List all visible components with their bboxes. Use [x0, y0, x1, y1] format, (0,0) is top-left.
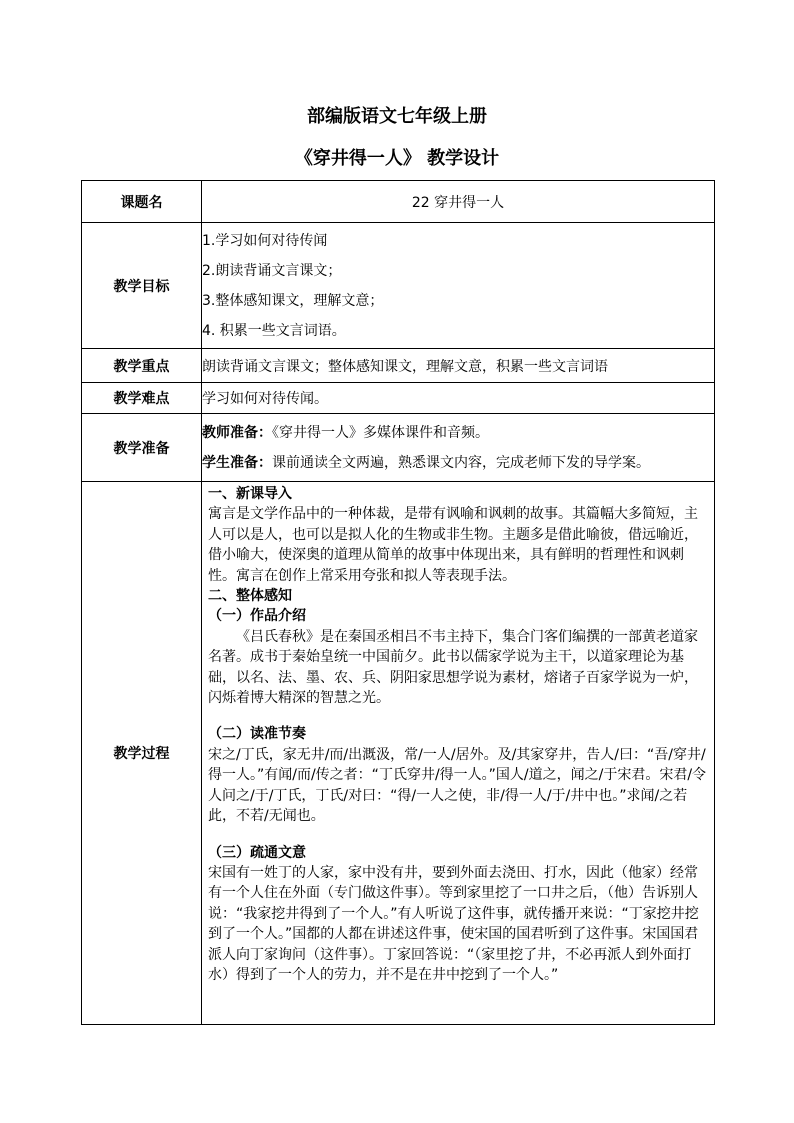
goal-item: 3.整体感知课文，理解文意； — [202, 292, 384, 309]
label-topic: 课题名 — [82, 181, 202, 223]
subsection-heading: （一）作品介绍 — [208, 608, 306, 625]
goal-item: 4. 积累一些文言词语。 — [202, 322, 346, 339]
section-text: 《吕氏春秋》是在秦国丞相吕不韦主持下，集合门客们编撰的一部黄老道家名著。成书于秦始皇统一中国前夕。此书以儒家学说为主干，以道家理论为基础，以名、法、墨、农、兵、阴阳家思想学说为素材，熔诸子百家学说为一炉，闪烁着博大精深的智慧之光。 — [208, 628, 698, 707]
section-heading: 一、新课导入 — [208, 486, 292, 502]
goal-item: 1.学习如何对待传闻 — [202, 232, 328, 249]
value-difficulty: 学习如何对待传闻。 — [202, 383, 715, 414]
label-process: 教学过程 — [82, 482, 202, 1025]
subsection-heading: （二）读准节奏 — [208, 726, 306, 743]
value-process — [202, 482, 715, 1025]
row-focus — [82, 349, 715, 383]
section-heading: 二、整体感知 — [208, 588, 292, 605]
teacher-prep-text: 《穿井得一人》多媒体课件和音频。 — [272, 424, 489, 441]
label-focus: 教学重点 — [82, 349, 202, 383]
goal-item: 2.朗读背诵文言课文； — [202, 262, 342, 279]
subsection-heading: （三）疏通文意 — [208, 844, 306, 861]
student-prep-label: 学生准备： — [202, 454, 272, 471]
value-prep — [202, 414, 715, 482]
document-title: 部编版语文七年级上册 — [307, 106, 487, 127]
value-focus: 朗读背诵文言课文；整体感知课文，理解文意，积累一些文言词语 — [202, 349, 715, 383]
spacer — [208, 827, 708, 843]
student-prep — [202, 448, 714, 478]
document-subtitle: 《穿井得一人》 教学设计 — [294, 148, 500, 169]
value-goals — [202, 223, 715, 349]
teacher-prep — [202, 418, 714, 448]
student-prep-text: 课前通读全文两遍，熟悉课文内容，完成老师下发的导学案。 — [272, 454, 650, 471]
row-topic — [82, 181, 715, 223]
value-topic: 22 穿井得一人 — [202, 181, 715, 223]
label-goals: 教学目标 — [82, 223, 202, 349]
row-difficulty — [82, 383, 715, 414]
section-text: 宋国有一姓丁的人家，家中没有井，要到外面去浇田、打水，因此（他家）经常有一个人住在外面（专门做这件事）。等到家里挖了一口井之后，（他）告诉别人说：“我家挖井得到了一个人。”有人听说了这件事，就传播开来说：“丁家挖井挖到了一个人。”国都的人都在讲述这件事，使宋国的国君听到了这件事。宋国国君派人向丁家询问（这件事）。丁家回答说：“（家里挖了井，不必再派人到外面打水）得到了一个人的劳力，并不是在井中挖到了一个人。” — [208, 864, 699, 983]
lesson-plan-table — [81, 180, 715, 1025]
row-process — [82, 482, 715, 1025]
label-prep: 教学准备 — [82, 414, 202, 482]
section-text: 宋之/丁氏，家无井/而/出溉汲，常/一人/居外。及/其家穿井，告人/曰：“吾/穿井/得一人。”有闻/而/传之者：“丁氏穿井/得一人。”国人/道之，闻之/于宋君。宋君/令人问之/于/丁氏，丁氏/对曰：“得/一人之使，非/得一人/于/井中也。”求闻/之若此，不若/无闻也。 — [208, 746, 707, 825]
teacher-prep-label: 教师准备： — [202, 424, 272, 441]
row-goals — [82, 223, 715, 349]
row-prep — [82, 414, 715, 482]
spacer — [208, 708, 708, 724]
section-text: 寓言是文学作品中的一种体裁，是带有讽喻和讽刺的故事。其篇幅大多简短，主人可以是人，也可以是拟人化的生物或非生物。主题多是借此喻彼，借远喻近，借小喻大，使深奥的道理从简单的故事中体现出来，具有鲜明的哲理性和讽刺性。寓言在创作上常采用夸张和拟人等表现手法。 — [208, 506, 698, 584]
label-difficulty: 教学难点 — [82, 383, 202, 414]
